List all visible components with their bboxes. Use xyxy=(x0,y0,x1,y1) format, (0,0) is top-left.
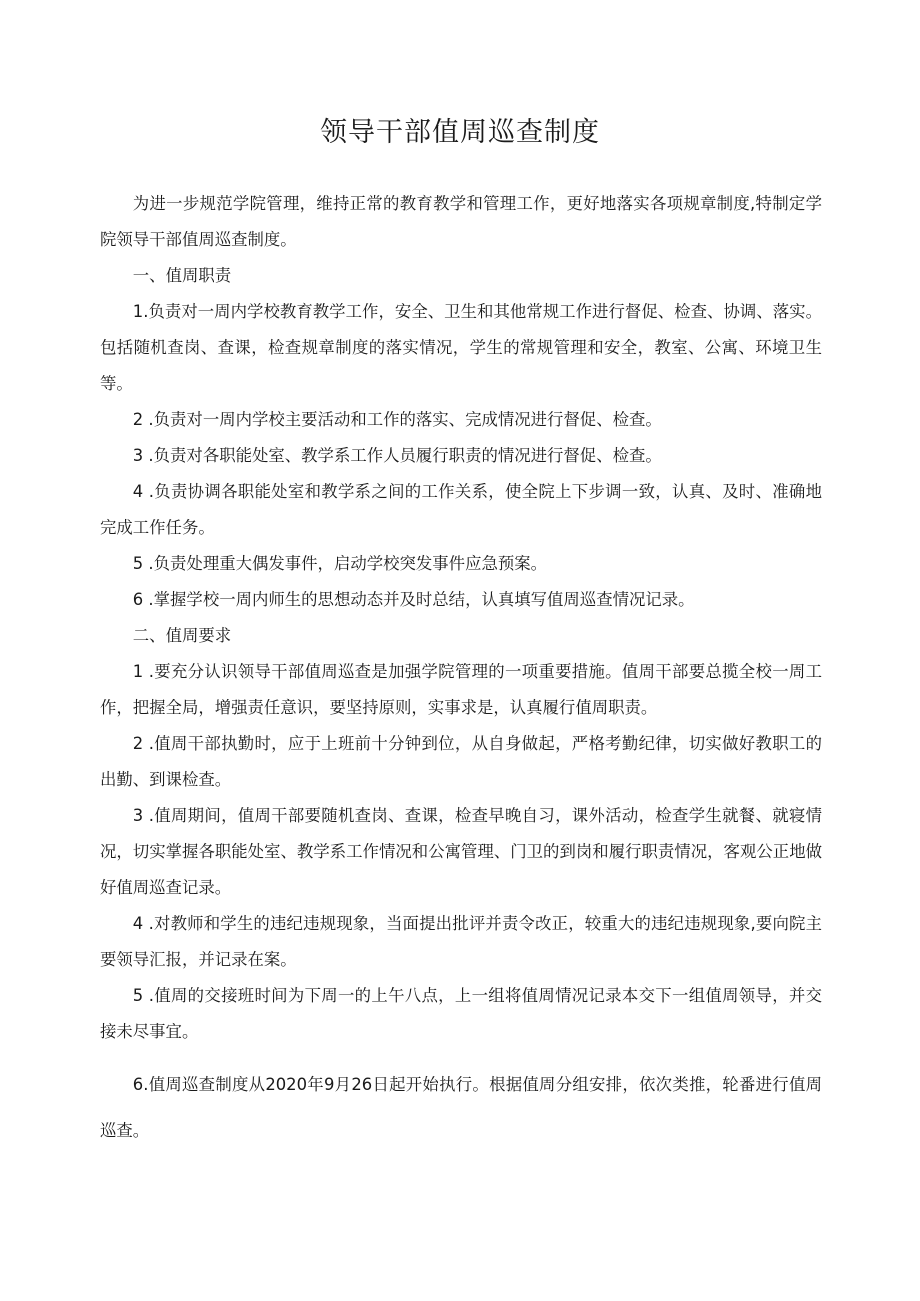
duty-item-6: 6 .掌握学校一周内师生的思想动态并及时总结，认真填写值周巡查情况记录。 xyxy=(132,590,695,609)
duty-item-4: 4 .负责协调各职能处室和教学系之间的工作关系，使全院上下步调一致，认真、及时、准确地完成工作任务。 xyxy=(100,482,822,537)
duty-item-1: 1.负责对一周内学校教育教学工作，安全、卫生和其他常规工作进行督促、检查、协调、落实。包括随机查岗、查课，检查规章制度的落实情况，学生的常规管理和安全，教室、公寓、环境卫生等。 xyxy=(100,302,822,393)
document-body xyxy=(100,186,822,1154)
requirement-item-5: 5 .值周的交接班时间为下周一的上午八点，上一组将值周情况记录本交下一组值周领导，并交接未尽事宜。 xyxy=(100,986,822,1041)
requirement-item-4: 4 .对教师和学生的违纪违规现象，当面提出批评并责令改正，较重大的违纪违规现象,要向院主要领导汇报，并记录在案。 xyxy=(100,914,822,969)
requirement-item-2: 2 .值周干部执勤时，应于上班前十分钟到位，从自身做起，严格考勤纪律，切实做好教职工的出勤、到课检查。 xyxy=(100,734,822,789)
requirement-item-3: 3 .值周期间，值周干部要随机查岗、查课，检查早晚自习，课外活动，检查学生就餐、就寝情况，切实掌握各职能处室、教学系工作情况和公寓管理、门卫的到岗和履行职责情况，客观公正地做好值周巡查记录。 xyxy=(100,806,822,897)
requirement-item-1: 1 .要充分认识领导干部值周巡查是加强学院管理的一项重要措施。值周干部要总揽全校一周工作，把握全局，增强责任意识，要坚持原则，实事求是，认真履行值周职责。 xyxy=(100,662,822,717)
requirement-item-6: 6.值周巡查制度从2020年9月26日起开始执行。根据值周分组安排，依次类推，轮番进行值周巡查。 xyxy=(100,1075,822,1140)
section-heading-requirements: 二、值周要求 xyxy=(132,626,232,645)
duty-item-2: 2 .负责对一周内学校主要活动和工作的落实、完成情况进行督促、检查。 xyxy=(132,410,662,429)
duty-item-3: 3 .负责对各职能处室、教学系工作人员履行职责的情况进行督促、检查。 xyxy=(132,446,662,465)
intro-paragraph: 为进一步规范学院管理，维持正常的教育教学和管理工作，更好地落实各项规章制度,特制定学院领导干部值周巡查制度。 xyxy=(100,194,822,249)
section-heading-duties: 一、值周职责 xyxy=(132,266,232,285)
document-title: 领导干部值周巡查制度 xyxy=(320,117,600,148)
duty-item-5: 5 .负责处理重大偶发事件，启动学校突发事件应急预案。 xyxy=(132,554,548,573)
